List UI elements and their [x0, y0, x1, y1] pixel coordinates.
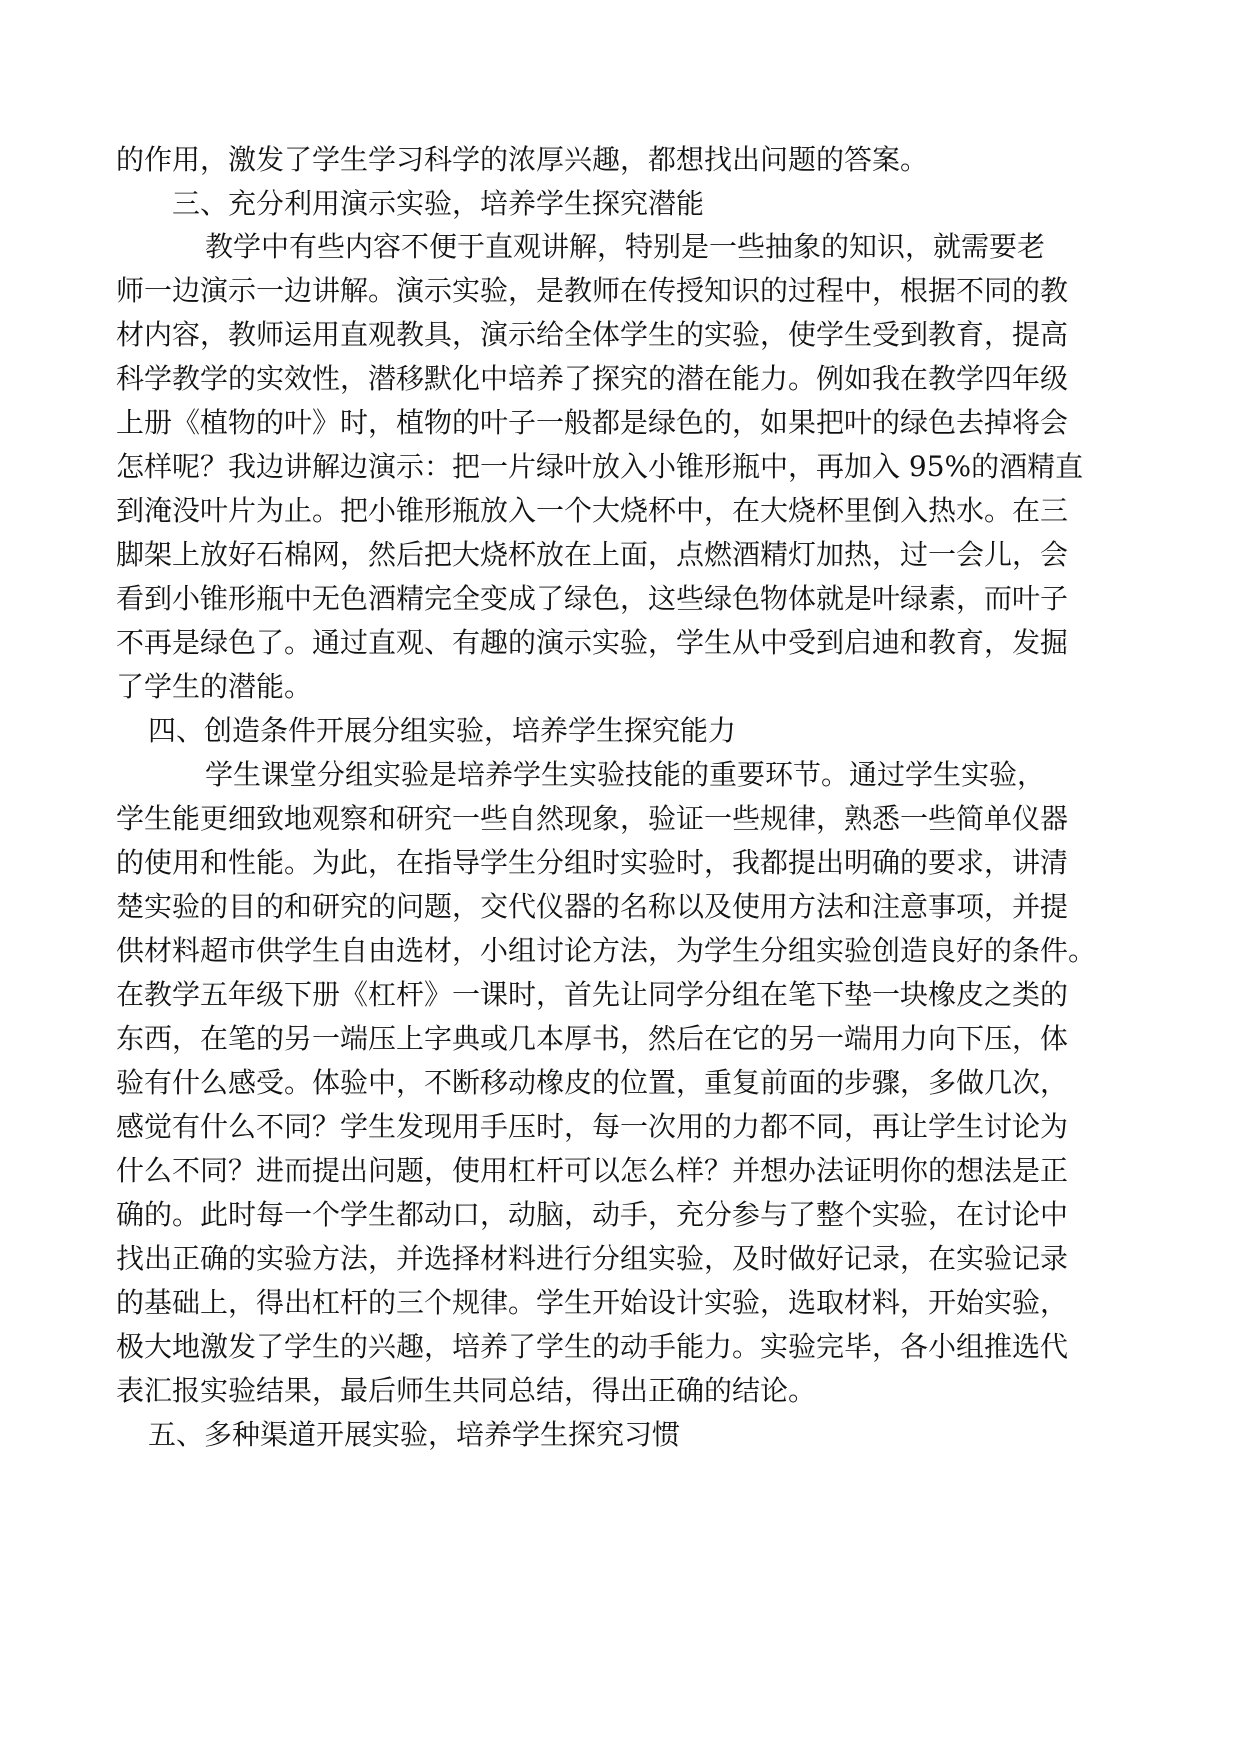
paragraph-line: 找出正确的实验方法，并选择材料进行分组实验，及时做好记录，在实验记录 — [116, 1242, 1069, 1275]
paragraph-line: 教学中有些内容不便于直观讲解，特别是一些抽象的知识，就需要老 — [205, 230, 1046, 263]
paragraph-line: 什么不同？进而提出问题，使用杠杆可以怎么样？并想办法证明你的想法是正 — [116, 1154, 1069, 1187]
section-heading: 三、充分利用演示实验，培养学生探究潜能 — [172, 187, 705, 220]
paragraph-line: 的基础上，得出杠杆的三个规律。学生开始设计实验，选取材料，开始实验， — [116, 1286, 1069, 1319]
paragraph-line: 脚架上放好石棉网，然后把大烧杯放在上面，点燃酒精灯加热，过一会儿，会 — [116, 538, 1069, 571]
paragraph-line: 验有什么感受。体验中，不断移动橡皮的位置，重复前面的步骤，多做几次， — [116, 1066, 1069, 1099]
paragraph-line: 怎样呢？我边讲解边演示：把一片绿叶放入小锥形瓶中，再加入 95%的酒精直 — [116, 450, 1084, 483]
paragraph-line: 学生能更细致地观察和研究一些自然现象，验证一些规律，熟悉一些简单仪器 — [116, 802, 1069, 835]
paragraph-line: 上册《植物的叶》时，植物的叶子一般都是绿色的，如果把叶的绿色去掉将会 — [116, 406, 1069, 439]
paragraph-line: 表汇报实验结果，最后师生共同总结，得出正确的结论。 — [116, 1374, 817, 1407]
paragraph-line: 楚实验的目的和研究的问题，交代仪器的名称以及使用方法和注意事项，并提 — [116, 890, 1069, 923]
paragraph-line: 学生课堂分组实验是培养学生实验技能的重要环节。通过学生实验， — [205, 758, 1046, 791]
paragraph-line: 感觉有什么不同？学生发现用手压时，每一次用的力都不同，再让学生讨论为 — [116, 1110, 1069, 1143]
paragraph-line: 看到小锥形瓶中无色酒精完全变成了绿色，这些绿色物体就是叶绿素，而叶子 — [116, 582, 1069, 615]
section-heading: 五、多种渠道开展实验，培养学生探究习惯 — [148, 1418, 681, 1451]
paragraph-line: 在教学五年级下册《杠杆》一课时，首先让同学分组在笔下垫一块橡皮之类的 — [116, 978, 1069, 1011]
paragraph-line: 材内容，教师运用直观教具，演示给全体学生的实验，使学生受到教育，提高 — [116, 318, 1069, 351]
paragraph-line: 不再是绿色了。通过直观、有趣的演示实验，学生从中受到启迪和教育，发掘 — [116, 626, 1069, 659]
paragraph-line: 科学教学的实效性，潜移默化中培养了探究的潜在能力。例如我在教学四年级 — [116, 362, 1069, 395]
paragraph-line: 师一边演示一边讲解。演示实验，是教师在传授知识的过程中，根据不同的教 — [116, 274, 1069, 307]
paragraph-line: 确的。此时每一个学生都动口，动脑，动手，充分参与了整个实验，在讨论中 — [116, 1198, 1069, 1231]
paragraph-line: 极大地激发了学生的兴趣，培养了学生的动手能力。实验完毕，各小组推选代 — [116, 1330, 1069, 1363]
paragraph-line: 东西，在笔的另一端压上字典或几本厚书，然后在它的另一端用力向下压，体 — [116, 1022, 1069, 1055]
paragraph-line: 的使用和性能。为此，在指导学生分组时实验时，我都提出明确的要求，讲清 — [116, 846, 1069, 879]
paragraph-line: 了学生的潜能。 — [116, 670, 313, 703]
section-heading: 四、创造条件开展分组实验，培养学生探究能力 — [148, 714, 737, 747]
paragraph-line: 的作用，激发了学生学习科学的浓厚兴趣，都想找出问题的答案。 — [116, 143, 929, 176]
paragraph-line: 到淹没叶片为止。把小锥形瓶放入一个大烧杯中，在大烧杯里倒入热水。在三 — [116, 494, 1069, 527]
paragraph-line: 供材料超市供学生自由选材，小组讨论方法，为学生分组实验创造良好的条件。 — [116, 934, 1097, 967]
